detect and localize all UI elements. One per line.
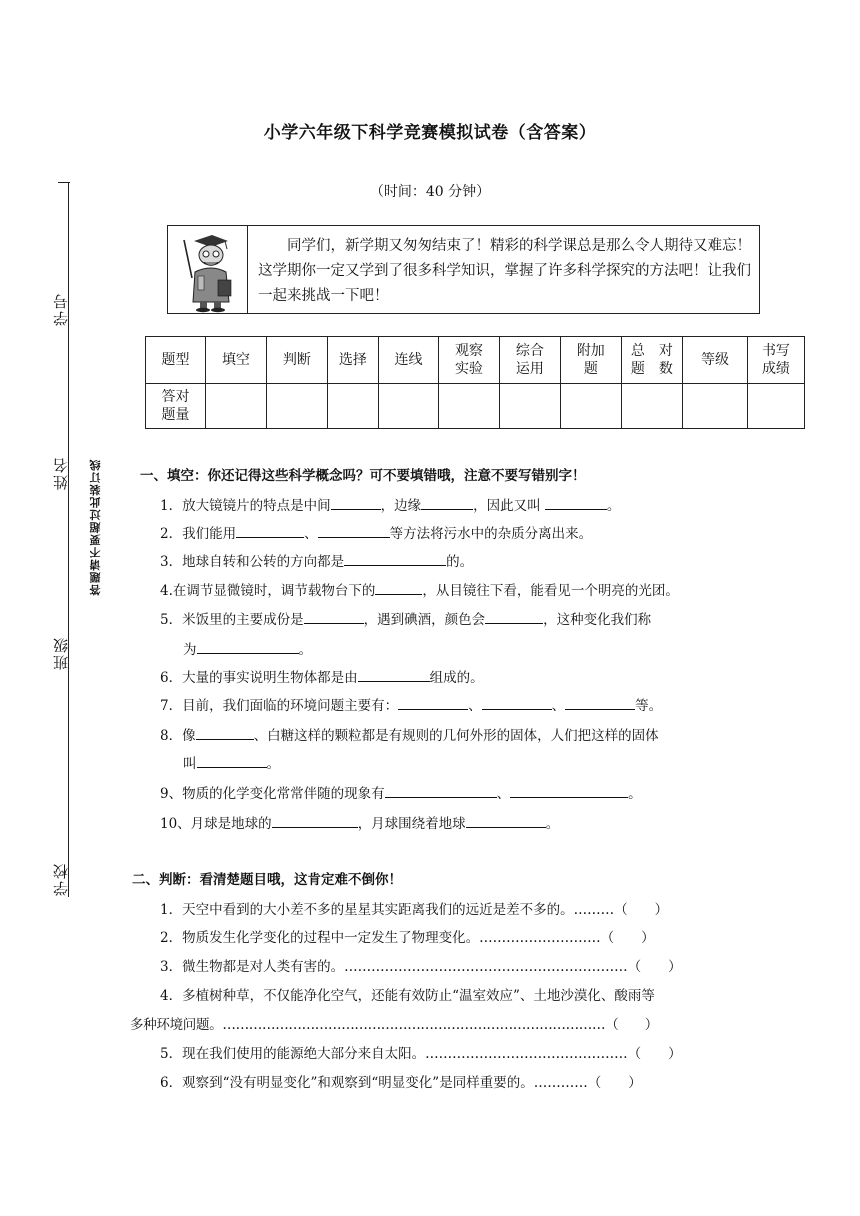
answer-blank[interactable] bbox=[375, 582, 422, 595]
question-5: 5．米饭里的主要成份是 ，遇到碘酒，颜色会 ，这种变化我们称 bbox=[160, 612, 652, 628]
judgement-4: 4．多植树种草，不仅能净化空气，还能有效防止“温室效应”、土地沙漠化、酸雨等 bbox=[160, 988, 655, 1004]
intro-box bbox=[167, 225, 760, 314]
question-5-cont: 为 。 bbox=[183, 642, 312, 658]
answer-blank[interactable] bbox=[485, 611, 543, 624]
answer-blank[interactable] bbox=[304, 611, 364, 624]
score-cell[interactable] bbox=[683, 384, 748, 429]
section1-heading: 一、填空：你还记得这些科学概念吗？可不要填错哦，注意不要写错别字！ bbox=[140, 468, 586, 484]
header-cell: 等级 bbox=[683, 337, 748, 384]
answer-blank[interactable] bbox=[197, 755, 267, 768]
score-cell[interactable] bbox=[621, 384, 682, 429]
question-8-cont: 叫 。 bbox=[183, 756, 280, 772]
header-cell: 综合 运用 bbox=[499, 337, 560, 384]
judgement-1: 1．天空中看到的大小差不多的星星其实距离我们的远近是差不多的。………（ ） bbox=[160, 902, 669, 918]
question-8: 8．像 、白糖这样的颗粒都是有规则的几何外形的固体，人们把这样的固体 bbox=[160, 728, 659, 744]
judgement-5: 5．现在我们使用的能源绝大部分来自太阳。………………………………………（ ） bbox=[160, 1046, 682, 1062]
question-2: 2．我们能用 、 等方法将污水中的杂质分离出来。 bbox=[160, 526, 593, 542]
score-cell[interactable] bbox=[438, 384, 499, 429]
answer-blank[interactable] bbox=[421, 497, 473, 510]
answer-blank[interactable] bbox=[236, 525, 304, 538]
header-cell: 连线 bbox=[379, 337, 439, 384]
score-cell[interactable] bbox=[205, 384, 266, 429]
header-cell: 观察 实验 bbox=[438, 337, 499, 384]
header-cell: 选择 bbox=[327, 337, 378, 384]
header-cell: 附加 题 bbox=[560, 337, 621, 384]
answer-blank[interactable] bbox=[385, 785, 497, 798]
intro-text: 同学们，新学期又匆匆结束了！精彩的科学课总是那么令人期待又难忘！这学期你一定又学到了很多科学知识，掌握了许多科学探究的方法吧！让我们一起来挑战一下吧！ bbox=[258, 238, 751, 304]
score-cell[interactable] bbox=[266, 384, 327, 429]
page-title: 小学六年级下科学竞赛模拟试卷（含答案） bbox=[263, 123, 597, 143]
row-label-cell: 答对 题量 bbox=[146, 384, 206, 429]
header-cell: 总 对 题 数 bbox=[621, 337, 682, 384]
answer-blank[interactable] bbox=[197, 641, 299, 654]
header-cell: 题型 bbox=[146, 337, 206, 384]
school-label: 学校 bbox=[52, 862, 70, 896]
student-id-label: 学号 bbox=[52, 292, 70, 326]
score-cell[interactable] bbox=[747, 384, 804, 429]
question-3: 3．地球自转和公转的方向都是 的。 bbox=[160, 554, 474, 570]
question-7: 7．目前，我们面临的环境问题主要有： 、 、 等。 bbox=[160, 698, 663, 714]
answer-blank[interactable] bbox=[196, 727, 254, 740]
class-label: 班级 bbox=[52, 636, 70, 670]
question-1: 1．放大镜镜片的特点是中间 ，边缘 ，因此又叫 。 bbox=[160, 498, 621, 514]
answer-blank[interactable] bbox=[482, 697, 552, 710]
section2-heading: 二、判断：看清楚题目哦，这肯定难不倒你！ bbox=[132, 872, 402, 888]
score-table-header-row bbox=[146, 337, 805, 384]
answer-blank[interactable] bbox=[510, 785, 628, 798]
binding-note: 答题请不要超过此装订线 bbox=[89, 458, 102, 596]
answer-blank[interactable] bbox=[318, 525, 390, 538]
answer-blank[interactable] bbox=[565, 697, 635, 710]
teacher-illustration bbox=[168, 226, 248, 313]
binding-line bbox=[68, 182, 69, 897]
question-4: 4.在调节显微镜时，调节载物台下的 ，从目镜往下看，能看见一个明亮的光团。 bbox=[160, 583, 679, 599]
score-cell[interactable] bbox=[560, 384, 621, 429]
time-limit: （时间：40 分钟） bbox=[369, 184, 491, 200]
score-cell[interactable] bbox=[499, 384, 560, 429]
answer-blank[interactable] bbox=[344, 553, 446, 566]
score-table-answer-row bbox=[146, 384, 805, 429]
header-cell: 填空 bbox=[205, 337, 266, 384]
answer-blank[interactable] bbox=[466, 815, 546, 828]
judgement-2: 2．物质发生化学变化的过程中一定发生了物理变化。………………………（ ） bbox=[160, 930, 655, 946]
question-6: 6．大量的事实说明生物体都是由 组成的。 bbox=[160, 670, 484, 686]
teacher-icon bbox=[168, 226, 247, 313]
score-cell[interactable] bbox=[379, 384, 439, 429]
score-cell[interactable] bbox=[327, 384, 378, 429]
answer-blank[interactable] bbox=[331, 497, 381, 510]
judgement-3: 3．微生物都是对人类有害的。………………………………………………………（ ） bbox=[160, 959, 682, 975]
judgement-4-cont: 多种环境问题。……………………………………………………………………………（ ） bbox=[130, 1017, 659, 1033]
judgement-6: 6．观察到“没有明显变化”和观察到“明显变化”是同样重要的。…………（ ） bbox=[160, 1075, 642, 1091]
score-table bbox=[145, 336, 805, 429]
answer-blank[interactable] bbox=[545, 497, 607, 510]
header-cell: 书写 成绩 bbox=[747, 337, 804, 384]
question-9: 9、物质的化学变化常常伴随的现象有 、 。 bbox=[160, 786, 642, 802]
answer-blank[interactable] bbox=[272, 815, 358, 828]
question-10: 10、月球是地球的 ，月球围绕着地球 。 bbox=[160, 816, 560, 832]
answer-blank[interactable] bbox=[358, 669, 430, 682]
name-label: 姓名 bbox=[52, 456, 70, 490]
header-cell: 判断 bbox=[266, 337, 327, 384]
answer-blank[interactable] bbox=[398, 697, 468, 710]
